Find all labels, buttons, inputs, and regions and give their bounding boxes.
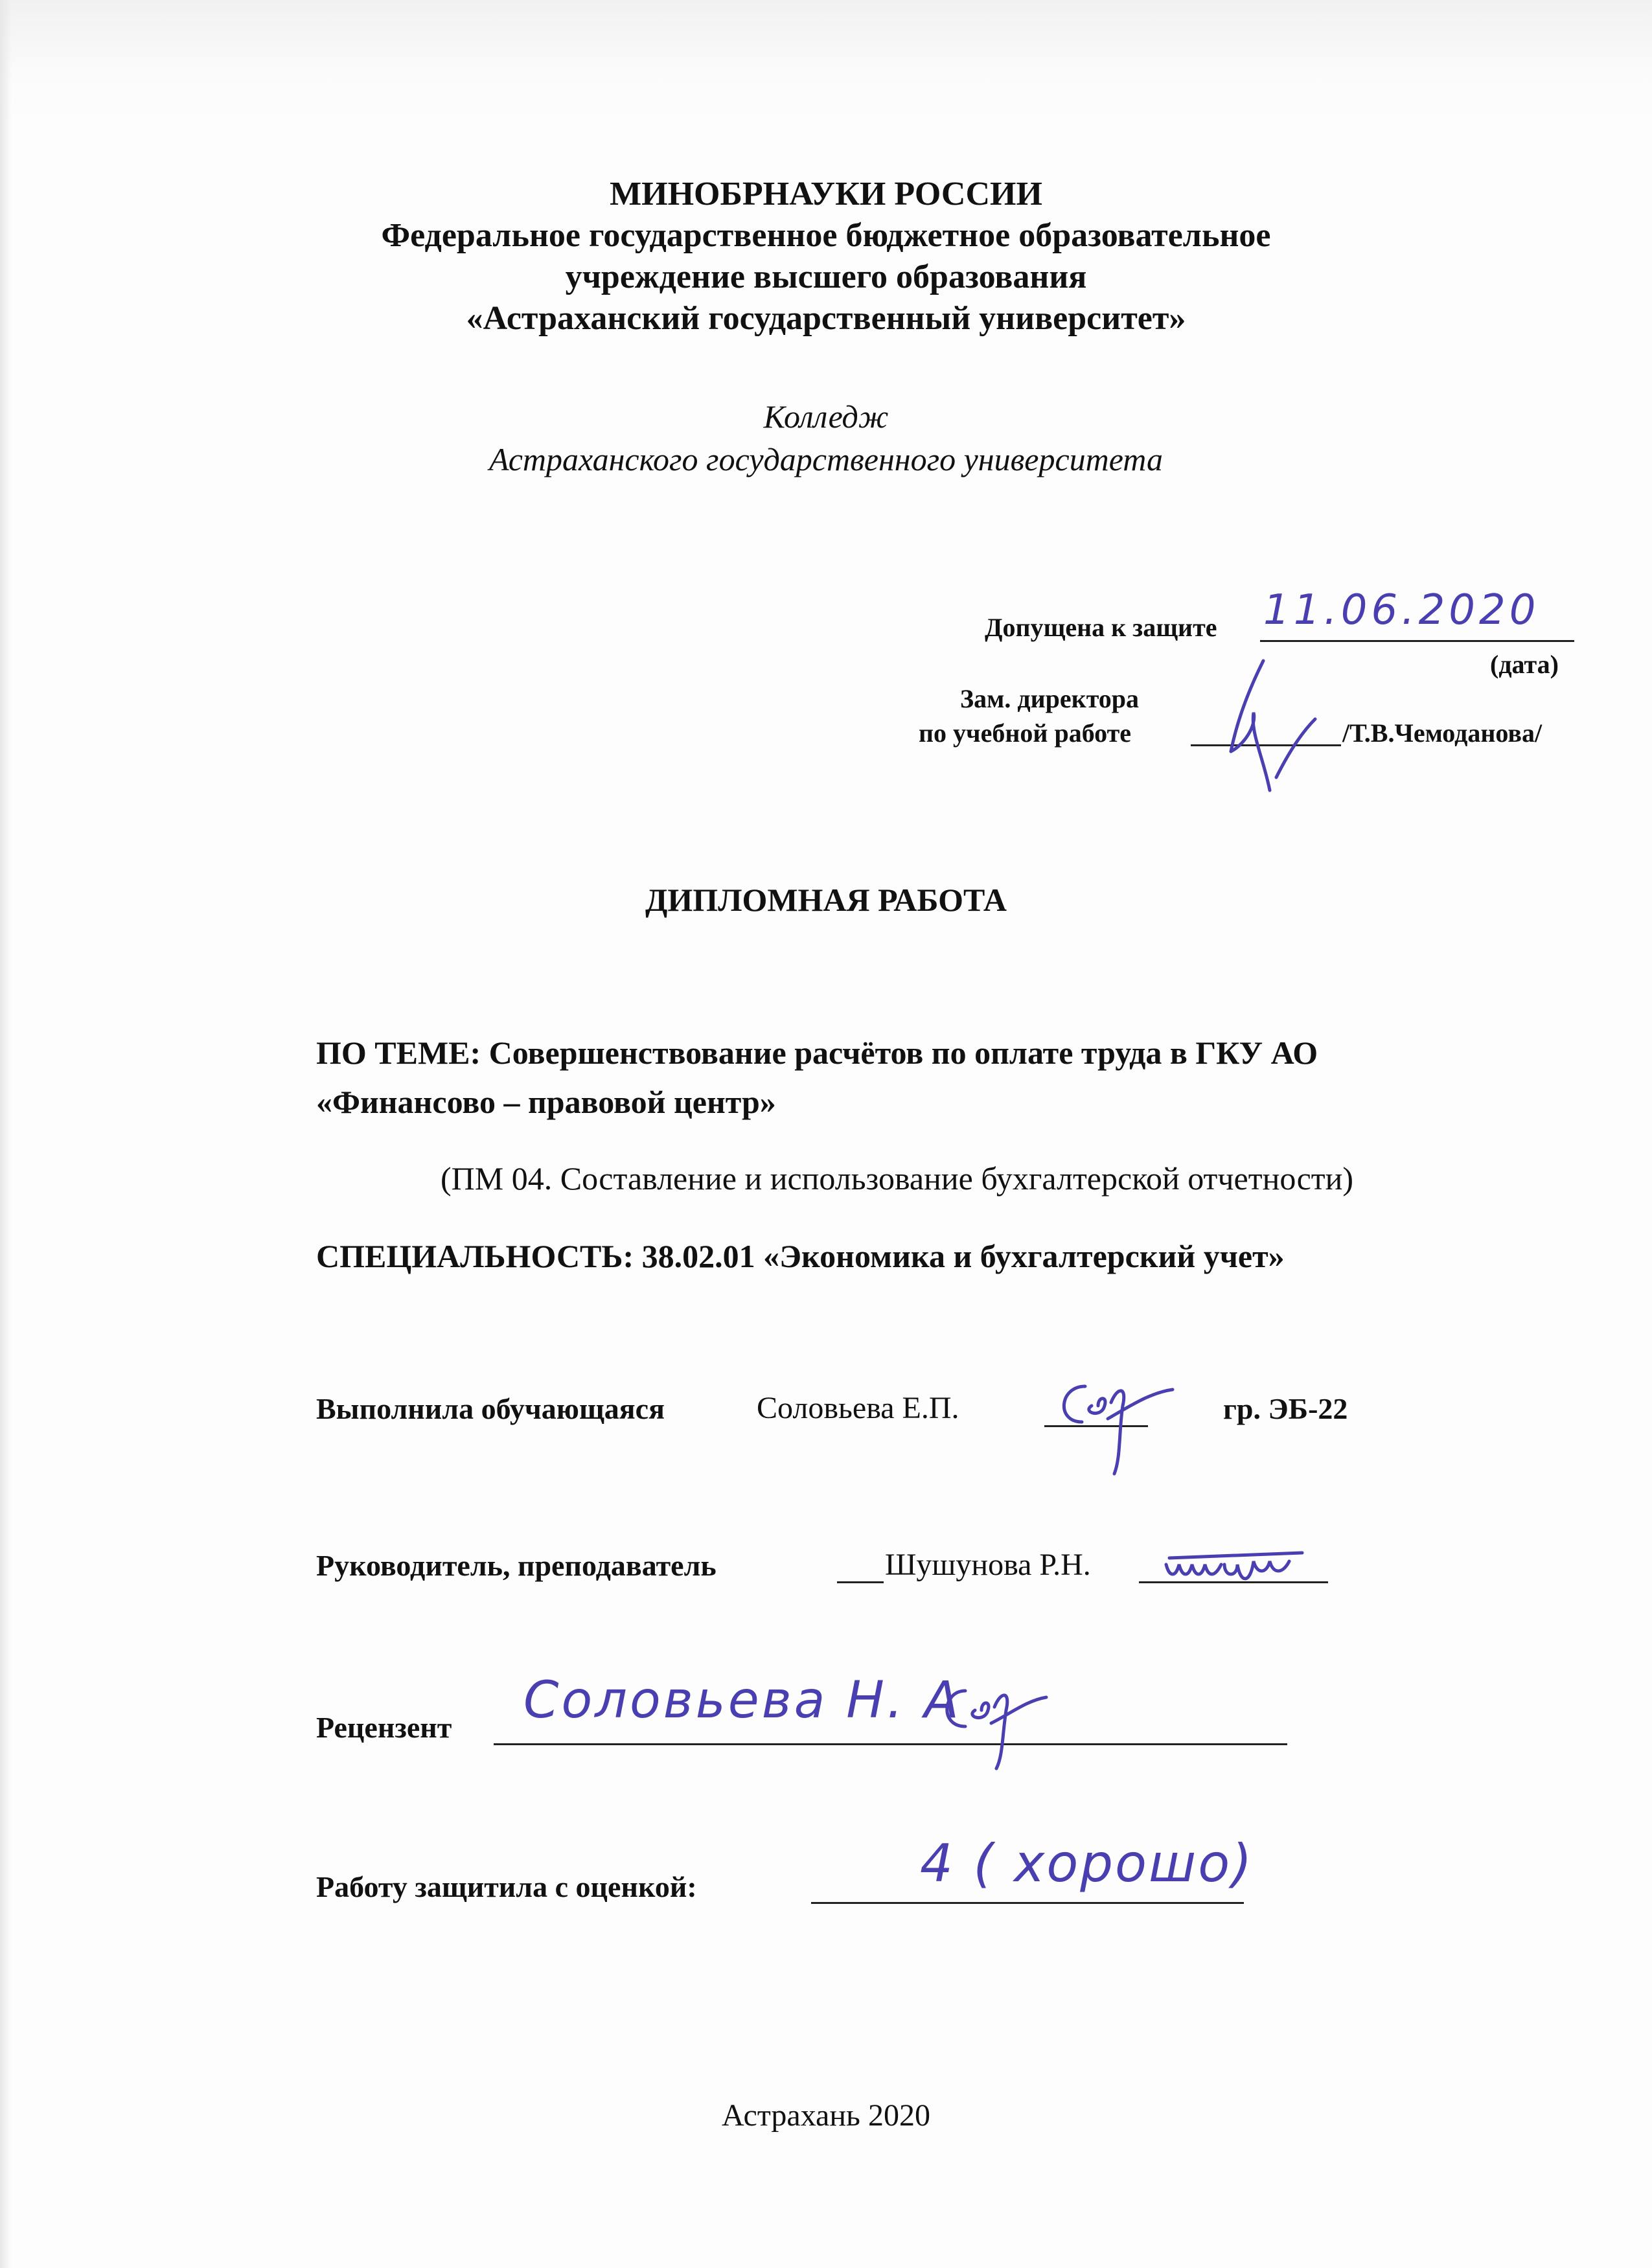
grade-label: Работу защитила с оценкой:	[316, 1870, 697, 1903]
org-line-2: учреждение высшего образования	[565, 258, 1087, 295]
university-name: «Астраханский государственный университет»	[466, 300, 1186, 337]
student-label: Выполнила обучающаяся	[316, 1392, 665, 1425]
deputy-signature	[1192, 648, 1348, 803]
city-year: Астрахань 2020	[722, 2098, 930, 2133]
reviewer-handwritten: Соловьева Н. А	[523, 1671, 961, 1730]
deputy-line-1: Зам. директора	[960, 684, 1140, 713]
header-block	[0, 174, 1652, 339]
grade-handwritten: 4 ( хорошо)	[920, 1833, 1254, 1894]
college-line-2: Астраханского государственного университета	[488, 441, 1164, 477]
professional-module: (ПМ 04. Составление и использование бухгалтерской отчетности)	[441, 1160, 1354, 1197]
scan-shading-left	[0, 0, 12, 2268]
org-line-1: Федеральное государственное бюджетное образовательное	[381, 217, 1271, 254]
scan-shading-top	[0, 0, 1652, 123]
deputy-line-2: по учебной работе	[919, 718, 1132, 748]
college-block	[0, 395, 1652, 481]
college-line-1: Колледж	[763, 398, 889, 435]
supervisor-name: Шушунова Р.Н.	[885, 1548, 1091, 1582]
admitted-date-handwritten: 11.06.2020	[1263, 586, 1540, 634]
supervisor-line-left	[837, 1552, 884, 1583]
student-signature	[1046, 1367, 1176, 1483]
supervisor-label: Руководитель, преподаватель	[316, 1549, 717, 1582]
topic-line-1: ПО ТЕМЕ: Совершенствование расчётов по оплате труда в ГКУ АО	[316, 1035, 1318, 1071]
work-type-title: ДИПЛОМНАЯ РАБОТА	[645, 882, 1007, 918]
specialty: СПЕЦИАЛЬНОСТЬ: 38.02.01 «Экономика и бухгалтерский учет»	[316, 1238, 1285, 1274]
admitted-label: Допущена к защите	[985, 613, 1217, 642]
ministry-name: МИНОБРНАУКИ РОССИИ	[610, 176, 1042, 212]
student-name: Соловьева Е.П.	[757, 1391, 959, 1425]
student-group: гр. ЭБ-22	[1223, 1392, 1348, 1425]
supervisor-signature	[1160, 1545, 1315, 1590]
deputy-name: /Т.В.Чемоданова/	[1342, 718, 1543, 748]
reviewer-signature	[933, 1678, 1050, 1775]
topic-line-2: «Финансово – правовой центр»	[316, 1084, 776, 1120]
reviewer-label: Рецензент	[316, 1711, 452, 1744]
date-caption: (дата)	[1490, 650, 1559, 679]
